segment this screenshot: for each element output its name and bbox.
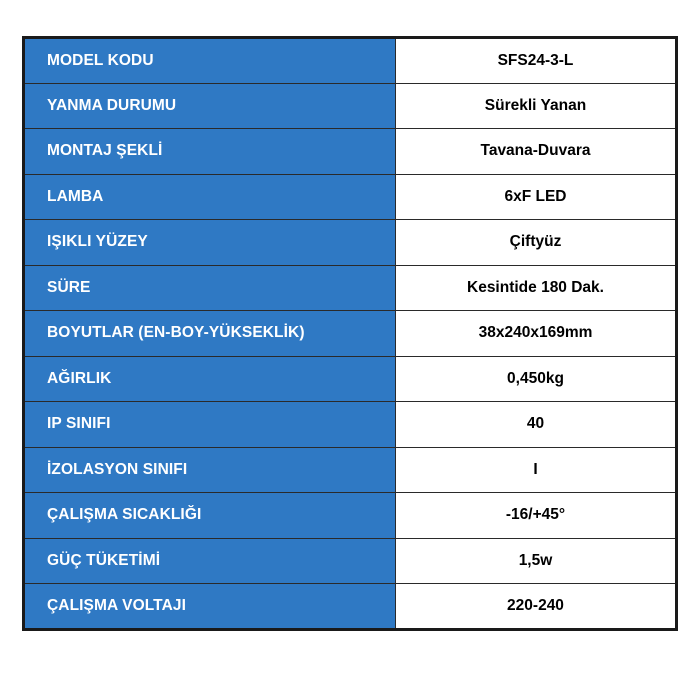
- spec-label-izolasyon-sinifi: İZOLASYON SINIFI: [24, 447, 396, 493]
- spec-value-boyutlar: 38x240x169mm: [396, 311, 677, 357]
- spec-label-agirlik: AĞIRLIK: [24, 356, 396, 402]
- spec-value-agirlik: 0,450kg: [396, 356, 677, 402]
- table-row: [24, 129, 677, 175]
- spec-label-calisma-voltaji: ÇALIŞMA VOLTAJI: [24, 584, 396, 630]
- spec-value-calisma-sicakligi: -16/+45°: [396, 493, 677, 539]
- table-row: [24, 174, 677, 220]
- table-row: [24, 402, 677, 448]
- table-row: [24, 265, 677, 311]
- spec-value-guc-tuketimi: 1,5w: [396, 538, 677, 584]
- table-row: [24, 447, 677, 493]
- spec-label-montaj-sekli: MONTAJ ŞEKLİ: [24, 129, 396, 175]
- table-row: [24, 311, 677, 357]
- spec-value-ip-sinifi: 40: [396, 402, 677, 448]
- spec-value-sure: Kesintide 180 Dak.: [396, 265, 677, 311]
- table-row: [24, 83, 677, 129]
- spec-value-calisma-voltaji: 220-240: [396, 584, 677, 630]
- spec-label-sure: SÜRE: [24, 265, 396, 311]
- spec-value-yanma-durumu: Sürekli Yanan: [396, 83, 677, 129]
- table-row: [24, 584, 677, 630]
- spec-value-isikli-yuzey: Çiftyüz: [396, 220, 677, 266]
- spec-label-guc-tuketimi: GÜÇ TÜKETİMİ: [24, 538, 396, 584]
- spec-label-isikli-yuzey: IŞIKLI YÜZEY: [24, 220, 396, 266]
- spec-value-lamba: 6xF LED: [396, 174, 677, 220]
- spec-value-model-kodu: SFS24-3-L: [396, 38, 677, 84]
- spec-value-montaj-sekli: Tavana-Duvara: [396, 129, 677, 175]
- table-row: [24, 356, 677, 402]
- table-row: [24, 220, 677, 266]
- spec-table: [22, 36, 678, 631]
- table-row: [24, 38, 677, 84]
- spec-label-calisma-sicakligi: ÇALIŞMA SICAKLIĞI: [24, 493, 396, 539]
- table-row: [24, 538, 677, 584]
- spec-label-boyutlar: BOYUTLAR (EN-BOY-YÜKSEKLİK): [24, 311, 396, 357]
- table-row: [24, 493, 677, 539]
- spec-value-izolasyon-sinifi: I: [396, 447, 677, 493]
- spec-label-ip-sinifi: IP SINIFI: [24, 402, 396, 448]
- spec-label-lamba: LAMBA: [24, 174, 396, 220]
- spec-label-model-kodu: MODEL KODU: [24, 38, 396, 84]
- spec-label-yanma-durumu: YANMA DURUMU: [24, 83, 396, 129]
